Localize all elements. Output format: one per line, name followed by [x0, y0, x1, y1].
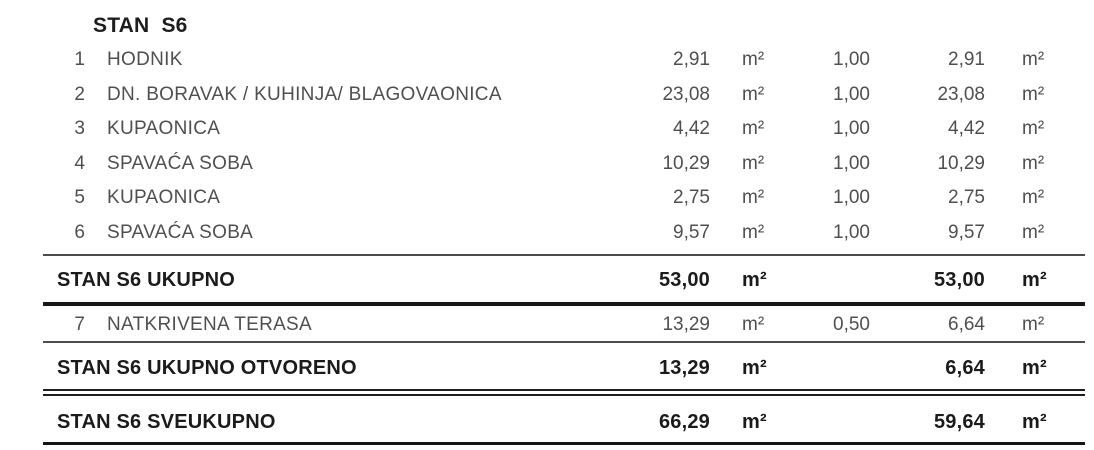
row-number: 3 [74, 118, 85, 140]
row-number: 7 [74, 314, 85, 335]
total-area-value: 53,00 [658, 268, 710, 291]
total-area-unit: m² [742, 356, 767, 379]
result-unit: m² [1022, 152, 1045, 174]
total-label: STAN S6 SVEUKUPNO [57, 410, 276, 433]
room-name: KUPAONICA [107, 118, 221, 140]
result-unit: m² [1022, 314, 1045, 335]
row-number: 4 [74, 152, 85, 174]
room-name: KUPAONICA [107, 187, 221, 209]
area-unit: m² [742, 221, 765, 243]
row-number: 2 [74, 83, 85, 105]
room-row [0, 181, 1094, 216]
room-name: DN. BORAVAK / KUHINJA/ BLAGOVAONICA [107, 83, 502, 105]
total-area-value: 66,29 [658, 410, 710, 433]
coefficient-value: 1,00 [833, 118, 870, 140]
room-name: SPAVAĆA SOBA [107, 221, 254, 243]
total-result-unit: m² [1022, 356, 1047, 379]
total-area-unit: m² [742, 268, 767, 291]
table-title: STAN S6 [93, 14, 188, 37]
total-result-unit: m² [1022, 410, 1047, 433]
divider-line [43, 254, 1085, 256]
total-row [0, 262, 1094, 298]
result-value: 4,42 [948, 118, 985, 140]
area-value: 4,42 [673, 118, 710, 140]
total-result-value: 59,64 [933, 410, 985, 433]
row-number: 6 [74, 221, 85, 243]
divider-line [43, 341, 1085, 343]
room-name: HODNIK [107, 49, 183, 71]
result-unit: m² [1022, 187, 1045, 209]
area-unit: m² [742, 314, 765, 335]
room-row [0, 307, 1094, 343]
total-result-value: 53,00 [933, 268, 985, 291]
area-value: 9,57 [673, 221, 710, 243]
area-unit: m² [742, 49, 765, 71]
coefficient-value: 1,00 [833, 83, 870, 105]
result-unit: m² [1022, 118, 1045, 140]
total-label: STAN S6 UKUPNO OTVORENO [57, 356, 357, 379]
room-name: NATKRIVENA TERASA [107, 314, 313, 335]
area-value: 23,08 [662, 83, 710, 105]
result-value: 23,08 [937, 83, 985, 105]
divider-line-thick [43, 302, 1085, 306]
result-value: 10,29 [937, 152, 985, 174]
area-unit: m² [742, 83, 765, 105]
total-result-unit: m² [1022, 268, 1047, 291]
result-value: 2,91 [948, 49, 985, 71]
total-row [0, 404, 1094, 440]
room-name: SPAVAĆA SOBA [107, 152, 254, 174]
result-unit: m² [1022, 83, 1045, 105]
total-result-value: 6,64 [945, 356, 985, 379]
divider-line-double [43, 389, 1085, 396]
room-row [0, 147, 1094, 182]
total-area-value: 13,29 [658, 356, 710, 379]
coefficient-value: 1,00 [833, 152, 870, 174]
area-value: 13,29 [662, 314, 710, 335]
coefficient-value: 1,00 [833, 187, 870, 209]
room-row [0, 112, 1094, 147]
row-number: 1 [74, 49, 85, 71]
total-label: STAN S6 UKUPNO [57, 268, 236, 291]
result-unit: m² [1022, 221, 1045, 243]
room-row [0, 43, 1094, 78]
total-row [0, 350, 1094, 386]
coefficient-value: 0,50 [833, 314, 870, 335]
area-value: 10,29 [662, 152, 710, 174]
result-value: 2,75 [948, 187, 985, 209]
area-unit: m² [742, 187, 765, 209]
area-value: 2,75 [673, 187, 710, 209]
area-value: 2,91 [673, 49, 710, 71]
coefficient-value: 1,00 [833, 49, 870, 71]
total-area-unit: m² [742, 410, 767, 433]
area-unit: m² [742, 118, 765, 140]
result-value: 9,57 [948, 221, 985, 243]
row-number: 5 [74, 187, 85, 209]
divider-line-bottom [43, 442, 1085, 445]
result-value: 6,64 [948, 314, 985, 335]
coefficient-value: 1,00 [833, 221, 870, 243]
room-row [0, 216, 1094, 251]
room-row [0, 78, 1094, 113]
result-unit: m² [1022, 49, 1045, 71]
area-unit: m² [742, 152, 765, 174]
